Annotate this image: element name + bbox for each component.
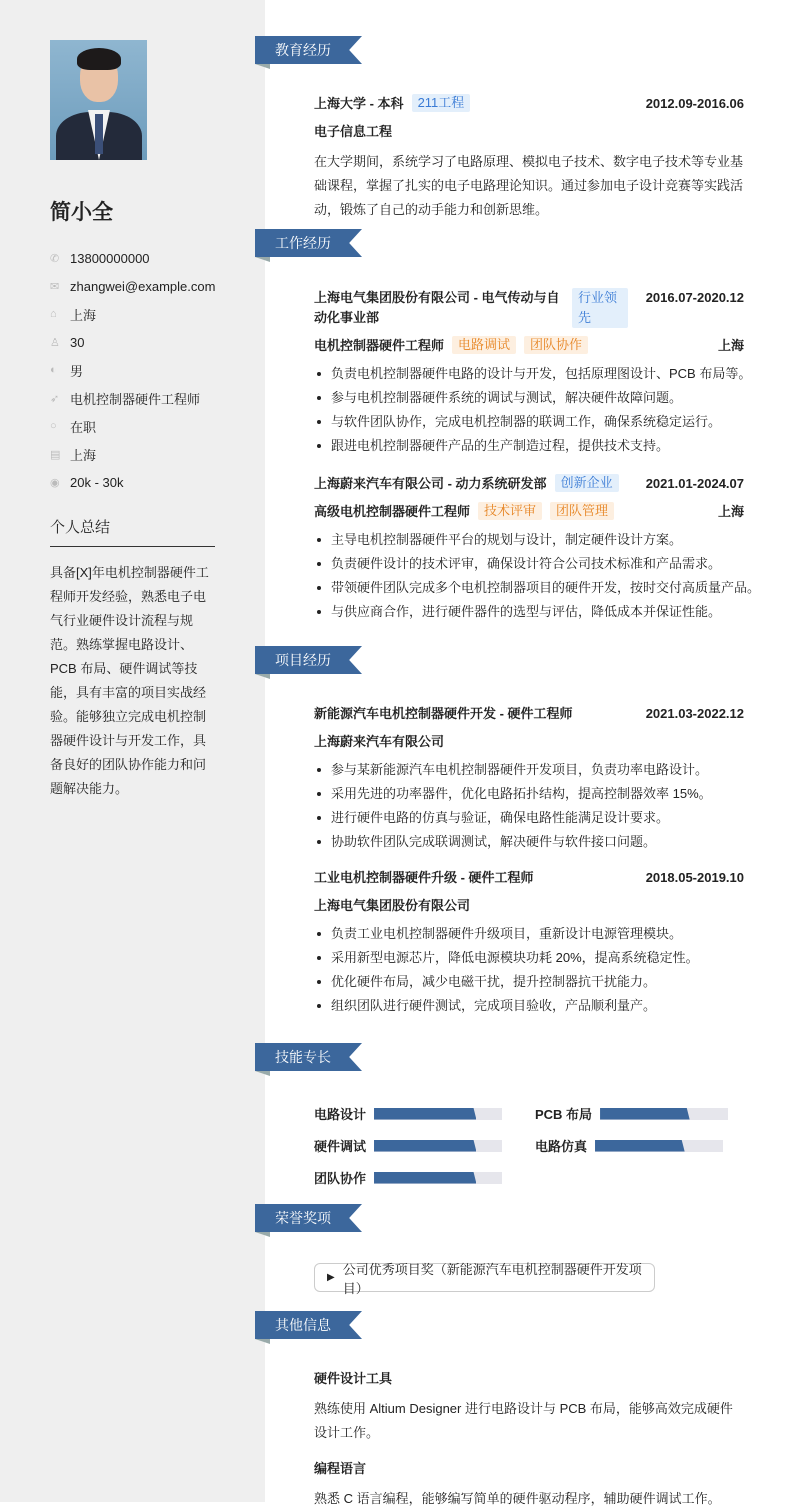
skill-bar — [374, 1172, 502, 1184]
role-row — [314, 336, 744, 356]
bullet-list — [314, 362, 752, 458]
work-city: 上海 — [717, 504, 744, 519]
section-title: 技能专长 — [275, 1049, 331, 1065]
edu-desc: 在大学期间，系统学习了电路原理、模拟电子技术、数字电子技术等专业基础课程，掌握了扎实的电子电路理论知识。通过参加电子设计竞赛等实践活动，锻炼了自己的动手能力和创新思维。 — [314, 154, 744, 217]
salary-icon: ◉ — [50, 476, 60, 489]
company: 上海蔚来汽车有限公司 - 动力系统研发部 — [314, 476, 547, 491]
work-date: 2021.01-2024.07 — [645, 476, 744, 491]
bullet-item: 组织团队进行硬件测试，完成项目验收，产品顺利量产。 — [314, 994, 744, 1018]
contact-item — [50, 244, 215, 272]
role: 电机控制器硬件工程师 — [314, 338, 445, 353]
contact-text: 男 — [70, 363, 84, 379]
award-text: 公司优秀项目奖（新能源汽车电机控制器硬件开发项目） — [342, 1261, 642, 1296]
skill-item — [314, 1104, 502, 1123]
project-title: 工业电机控制器硬件升级 - 硬件工程师 — [314, 870, 534, 885]
company-tag: 行业领先 — [572, 288, 628, 328]
company-tag: 创新企业 — [555, 474, 619, 492]
bullet-item: 主导电机控制器硬件平台的规划与设计，制定硬件设计方案。 — [314, 528, 744, 552]
section-education-header — [255, 36, 362, 64]
contact-text: 30 — [70, 334, 85, 350]
skill-item — [535, 1136, 723, 1155]
skill-bar — [600, 1108, 728, 1120]
bullet-item: 协助软件团队完成联调测试，解决硬件与软件接口问题。 — [314, 830, 744, 854]
role-left — [314, 502, 614, 522]
skill-tag: 团队协作 — [524, 336, 588, 354]
skill-bar-fill — [374, 1140, 476, 1152]
skill-bar-fill — [374, 1108, 476, 1120]
section-other-header — [255, 1311, 362, 1339]
section-title: 工作经历 — [275, 235, 331, 251]
contact-text: 上海 — [70, 447, 97, 463]
skill-bar — [595, 1140, 723, 1152]
section-title: 其他信息 — [275, 1317, 331, 1333]
summary-title: 个人总结 — [50, 516, 215, 547]
section-title: 教育经历 — [275, 42, 331, 58]
bullet-item: 优化硬件布局，减少电磁干扰，提升控制器抗干扰能力。 — [314, 970, 744, 994]
bullet-item: 与软件团队协作，完成电机控制器的联调工作，确保系统稳定运行。 — [314, 410, 744, 434]
company: 上海电气集团股份有限公司 - 电气传动与自动化事业部 — [314, 290, 560, 325]
work-city: 上海 — [717, 338, 744, 353]
skill-bar — [374, 1140, 502, 1152]
work-left — [314, 288, 628, 328]
project-title: 新能源汽车电机控制器硬件开发 - 硬件工程师 — [314, 706, 573, 721]
section-skills-header — [255, 1043, 362, 1071]
section-work-header — [255, 229, 362, 257]
contact-item — [50, 412, 215, 440]
bullet-item: 跟进电机控制器硬件产品的生产制造过程，提供技术支持。 — [314, 434, 744, 458]
bullet-item: 采用新型电源芯片，降低电源模块功耗 20%，提高系统稳定性。 — [314, 946, 744, 970]
education-entry — [314, 94, 744, 222]
other-info — [314, 1369, 744, 1511]
bullet-item: 与供应商合作，进行硬件器件的选型与评估，降低成本并保证性能。 — [314, 600, 744, 624]
skill-item — [314, 1136, 502, 1155]
gender-icon: ◐ — [50, 364, 57, 376]
contact-item — [50, 272, 215, 300]
bullet-list — [314, 758, 744, 854]
bullet-item: 采用先进的功率器件，优化电路拓扑结构，提高控制器效率 15%。 — [314, 782, 744, 806]
contact-item — [50, 384, 215, 412]
age-icon: ♙ — [50, 336, 60, 349]
project-header — [314, 704, 744, 724]
contact-item — [50, 440, 215, 468]
avatar-photo — [50, 40, 147, 160]
project-date: 2021.03-2022.12 — [645, 706, 744, 721]
section-awards-header — [255, 1204, 362, 1232]
role-row — [314, 502, 744, 522]
contact-text: 在职 — [70, 419, 97, 435]
school: 上海大学 - 本科 — [314, 96, 404, 111]
contact-info — [50, 244, 215, 496]
work-entry — [314, 288, 752, 458]
contact-text: zhangwei@example.com — [70, 278, 216, 294]
status-icon: ○ — [50, 420, 57, 432]
project-entry — [314, 704, 744, 854]
work-left — [314, 474, 619, 494]
phone-icon: ✆ — [50, 252, 60, 265]
work-entry — [314, 474, 761, 624]
other-title: 编程语言 — [314, 1461, 367, 1476]
contact-item — [50, 300, 215, 328]
major: 电子信息工程 — [314, 124, 393, 139]
bullet-list — [314, 528, 761, 624]
contact-text: 电机控制器硬件工程师 — [70, 391, 201, 407]
skill-bar-fill — [374, 1172, 476, 1184]
other-title: 硬件设计工具 — [314, 1371, 393, 1386]
work-header — [314, 288, 744, 328]
work-header — [314, 474, 744, 494]
other-text: 熟悉 C 语言编程，能够编写简单的硬件驱动程序，辅助硬件调试工作。 — [314, 1491, 721, 1506]
skill-name: 团队协作 — [314, 1171, 367, 1186]
work-date: 2016.07-2020.12 — [645, 290, 744, 305]
contact-item — [50, 356, 215, 384]
skill-name: PCB 布局 — [535, 1107, 593, 1122]
project-company: 上海电气集团股份有限公司 — [314, 898, 471, 913]
bullet-item: 带领硬件团队完成多个电机控制器项目的硬件开发，按时交付高质量产品。 — [314, 576, 744, 600]
skill-tag: 电路调试 — [452, 336, 516, 354]
bullet-list — [314, 922, 744, 1018]
project-entry — [314, 868, 744, 1018]
project-header — [314, 868, 744, 888]
section-projects-header — [255, 646, 362, 674]
role: 高级电机控制器硬件工程师 — [314, 504, 471, 519]
bullet-item: 进行硬件电路的仿真与验证，确保电路性能满足设计要求。 — [314, 806, 744, 830]
contact-text: 13800000000 — [70, 250, 150, 266]
skill-name: 硬件调试 — [314, 1139, 367, 1154]
home-icon: ⌂ — [50, 308, 57, 320]
bullet-item: 负责工业电机控制器硬件升级项目，重新设计电源管理模块。 — [314, 922, 744, 946]
bullet-item: 负责电机控制器硬件电路的设计与开发，包括原理图设计、PCB 布局等。 — [314, 362, 744, 386]
summary-text: 具备[X]年电机控制器硬件工程师开发经验，熟悉电子电气行业硬件设计流程与规范。熟练掌握电路设计、PCB 布局、硬件调试等技能，具有丰富的项目实战经验。能够独立完成电机控制器硬件设计与开发工作，具备良好的团队协作能力和问题解决能力。 — [50, 565, 209, 796]
triangle-right-icon: ▶ — [327, 1272, 335, 1283]
contact-text: 20k - 30k — [70, 474, 124, 490]
skill-item — [535, 1104, 728, 1123]
other-text: 熟练使用 Altium Designer 进行电路设计与 PCB 布局，能够高效完成硬件设计工作。 — [314, 1401, 733, 1440]
section-title: 项目经历 — [275, 652, 331, 668]
edu-date: 2012.09-2016.06 — [645, 96, 744, 111]
skill-bar-fill — [600, 1108, 690, 1120]
skill-name: 电路设计 — [314, 1107, 367, 1122]
contact-text: 上海 — [70, 307, 97, 323]
sidebar — [0, 0, 265, 1502]
skill-name: 电路仿真 — [535, 1139, 588, 1154]
skill-tag: 团队管理 — [550, 502, 614, 520]
project-date: 2018.05-2019.10 — [645, 870, 744, 885]
section-title: 荣誉奖项 — [275, 1210, 331, 1226]
skill-bar-fill — [595, 1140, 685, 1152]
bullet-item: 参与某新能源汽车电机控制器硬件开发项目，负责功率电路设计。 — [314, 758, 744, 782]
school-tag: 211工程 — [412, 94, 471, 112]
building-icon: ▤ — [50, 448, 61, 461]
mail-icon: ✉ — [50, 280, 60, 293]
skill-item — [314, 1168, 502, 1187]
award-item[interactable] — [314, 1261, 655, 1296]
skill-bar — [374, 1108, 502, 1120]
contact-item — [50, 328, 215, 356]
bullet-item: 参与电机控制器硬件系统的调试与测试，解决硬件故障问题。 — [314, 386, 744, 410]
skill-tag: 技术评审 — [478, 502, 542, 520]
project-company: 上海蔚来汽车有限公司 — [314, 734, 445, 749]
send-icon: ➶ — [50, 392, 60, 405]
bullet-item: 负责硬件设计的技术评审，确保设计符合公司技术标准和产品需求。 — [314, 552, 744, 576]
role-left — [314, 336, 588, 356]
candidate-name: 简小全 — [50, 201, 113, 224]
contact-item — [50, 468, 215, 496]
